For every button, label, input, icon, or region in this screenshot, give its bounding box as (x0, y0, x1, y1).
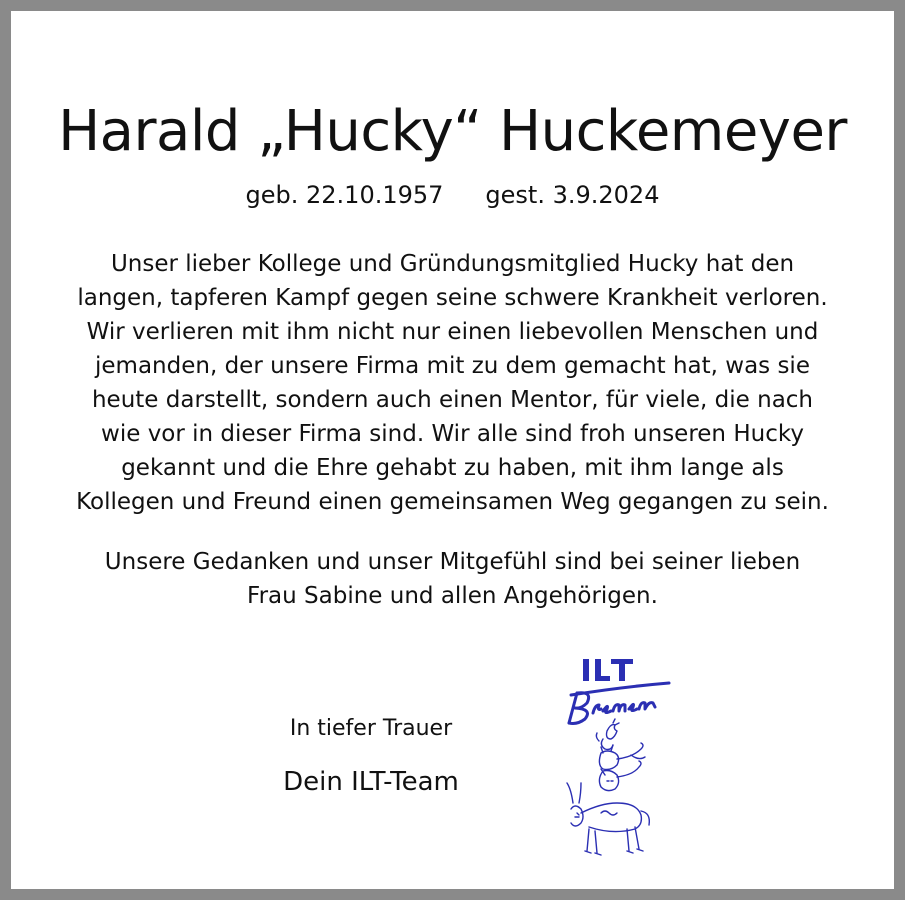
condolence-text (51, 545, 854, 613)
obituary-line: Wir verlieren mit ihm nicht nur einen liebevollen Menschen und (86, 319, 819, 345)
death-date: gest. 3.9.2024 (485, 181, 660, 209)
condolence-line: Unsere Gedanken und unser Mitgefühl sind bei seiner lieben (104, 549, 801, 575)
obituary-text (51, 247, 854, 519)
birth-date: geb. 22.10.1957 (245, 181, 444, 209)
ilt-bremen-logo (541, 653, 681, 865)
obituary-line: jemanden, der unsere Firma mit zu dem gemacht hat, was sie (95, 353, 810, 379)
signature: Dein ILT-Team (283, 767, 459, 797)
deceased-name: Harald „Hucky“ Huckemeyer (58, 99, 847, 164)
obituary-line: heute darstellt, sondern auch einen Mentor, für viele, die nach (91, 387, 814, 413)
obituary-line: gekannt und die Ehre gehabt zu haben, mit ihm lange als (121, 455, 784, 481)
ilt-logo-letters (583, 659, 633, 681)
condolence-line: Frau Sabine und allen Angehörigen. (247, 583, 658, 609)
life-dates (11, 181, 894, 209)
obituary-line: langen, tapferen Kampf gegen seine schwere Krankheit verloren. (77, 285, 828, 311)
bremen-script (569, 693, 655, 724)
obituary-line: wie vor in dieser Firma sind. Wir alle sind froh unseren Hucky (101, 421, 804, 447)
mourning-phrase: In tiefer Trauer (289, 716, 453, 741)
bremen-town-musicians-icon (567, 719, 649, 855)
obituary-line: Unser lieber Kollege und Gründungsmitglied Hucky hat den (110, 251, 795, 277)
obituary-line: Kollegen und Freund einen gemeinsamen Weg gegangen zu sein. (76, 489, 829, 515)
